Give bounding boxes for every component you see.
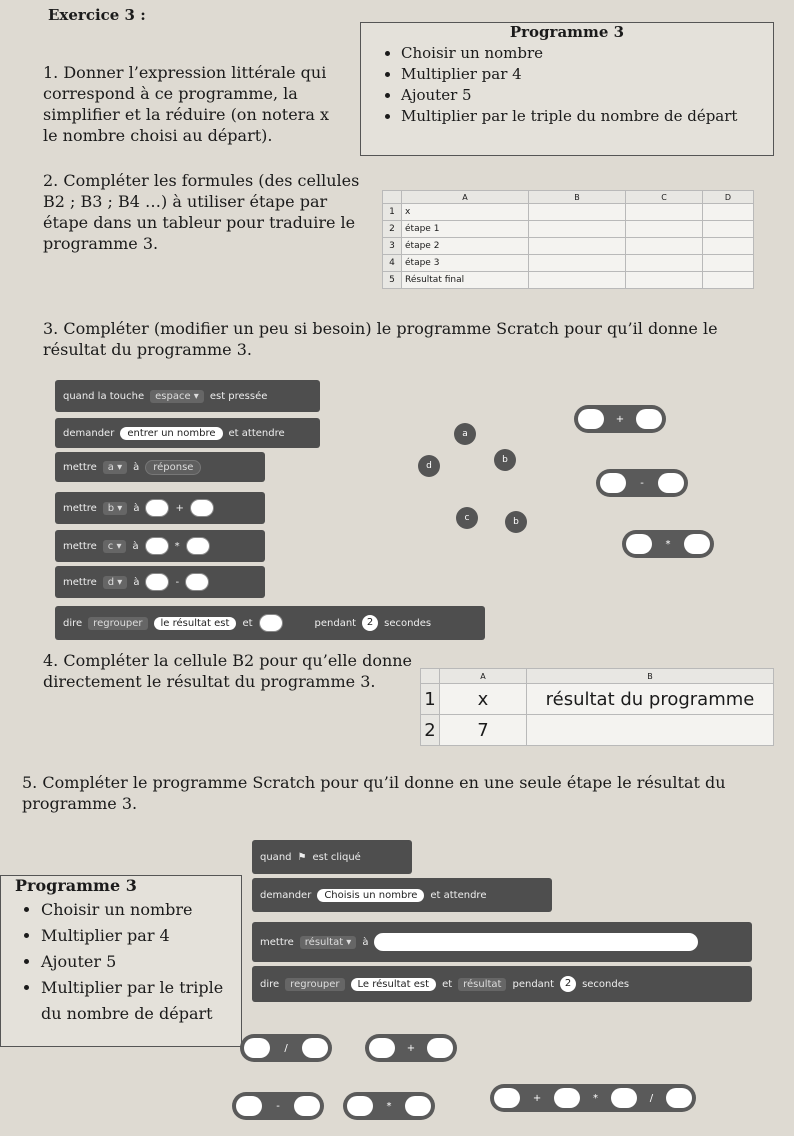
spreadsheet-1 xyxy=(382,190,754,289)
program-step: • Ajouter 5 xyxy=(41,949,241,975)
operator-symbol: - xyxy=(276,1100,280,1112)
program-box xyxy=(360,22,774,156)
key-dropdown[interactable]: espace ▾ xyxy=(150,390,204,403)
cell-c3[interactable] xyxy=(626,238,703,255)
block-label: mettre xyxy=(63,576,97,588)
question-5: 5. Compléter le programme Scratch pour qu’il donne en une seule étape le résultat du programme 3. xyxy=(22,773,726,813)
question-2: 2. Compléter les formules (des cellules B2 ; B3 ; B4 …) à utiliser étape par étape dans un tableur pour traduire le programme 3. xyxy=(43,171,360,253)
col-header: B xyxy=(529,191,626,204)
corner-cell xyxy=(383,191,402,204)
empty-slot[interactable] xyxy=(554,1088,580,1108)
answer-reporter[interactable]: réponse xyxy=(145,460,201,475)
result-text-input[interactable]: Le résultat est xyxy=(351,978,437,991)
program-step: • Choisir un nombre xyxy=(401,43,773,64)
operator-symbol: - xyxy=(175,576,180,588)
cell-d4[interactable] xyxy=(703,255,754,272)
cell-a3[interactable]: étape 2 xyxy=(402,238,529,255)
empty-slot[interactable] xyxy=(145,499,169,517)
variable-c-reporter[interactable]: c xyxy=(456,507,478,529)
block-label: pendant xyxy=(512,978,555,990)
set-b-block[interactable] xyxy=(55,492,265,524)
empty-slot[interactable] xyxy=(145,573,169,591)
operator-symbol: * xyxy=(386,1100,392,1112)
set-d-block[interactable] xyxy=(55,566,265,598)
row-header: 4 xyxy=(383,255,402,272)
empty-slot[interactable] xyxy=(578,409,604,429)
block-label: secondes xyxy=(384,617,432,629)
col-header: A xyxy=(402,191,529,204)
variable-b-reporter[interactable]: b xyxy=(505,511,527,533)
result-reporter[interactable]: résultat xyxy=(458,978,506,991)
row-header: 5 xyxy=(383,272,402,289)
minus-operator-block[interactable] xyxy=(596,469,688,497)
cell-b5[interactable] xyxy=(529,272,626,289)
operator-symbol: + xyxy=(406,1042,416,1054)
cell-d1[interactable] xyxy=(703,204,754,221)
operator-symbol: - xyxy=(640,477,644,489)
block-label: pendant xyxy=(314,617,357,629)
cell-d3[interactable] xyxy=(703,238,754,255)
block-label: et xyxy=(242,617,253,629)
block-label: demander xyxy=(260,889,312,901)
when-key-pressed-block[interactable] xyxy=(55,380,320,412)
cell-a5[interactable]: Résultat final xyxy=(402,272,529,289)
row-header: 1 xyxy=(421,684,440,715)
minus-operator-block[interactable] xyxy=(232,1092,324,1120)
program-box-title: Programme 3 xyxy=(509,23,625,41)
cell-c4[interactable] xyxy=(626,255,703,272)
ask-text-input[interactable]: Choisis un nombre xyxy=(317,889,424,902)
empty-slot[interactable] xyxy=(636,409,662,429)
empty-slot[interactable] xyxy=(145,537,169,555)
block-label: mettre xyxy=(260,936,294,948)
empty-slot[interactable] xyxy=(626,534,652,554)
variable-dropdown[interactable]: résultat ▾ xyxy=(300,936,357,949)
block-label: mettre xyxy=(63,461,97,473)
ask-text-input[interactable]: entrer un nombre xyxy=(120,427,222,440)
cell-c2[interactable] xyxy=(626,221,703,238)
program-step: • Multiplier par 4 xyxy=(41,923,241,949)
block-label: à xyxy=(133,461,140,473)
cell-b4[interactable] xyxy=(529,255,626,272)
variable-b-reporter[interactable]: b xyxy=(494,449,516,471)
question-1: 1. Donner l’expression littérale qui correspond à ce programme, la simplifier et la réduire (on notera x le nombre choisi au départ). xyxy=(43,63,329,145)
cell-a1[interactable]: x xyxy=(402,204,529,221)
variable-dropdown[interactable]: c ▾ xyxy=(103,540,127,553)
operator-symbol: * xyxy=(665,538,671,550)
cell-d5[interactable] xyxy=(703,272,754,289)
exercise-title: Exercice 3 : xyxy=(48,6,146,24)
block-label: mettre xyxy=(63,502,97,514)
corner-cell xyxy=(421,669,440,684)
variable-d-reporter[interactable]: d xyxy=(418,455,440,477)
block-label: quand xyxy=(260,851,292,863)
empty-slot[interactable] xyxy=(405,1096,431,1116)
divide-operator-block[interactable] xyxy=(240,1034,332,1062)
block-label: demander xyxy=(63,427,115,439)
cell-b1[interactable]: résultat du programme xyxy=(527,684,774,715)
program-box-title: Programme 3 xyxy=(15,876,137,895)
empty-slot[interactable] xyxy=(259,614,283,632)
variable-dropdown[interactable]: a ▾ xyxy=(103,461,127,474)
plus-operator-block[interactable] xyxy=(365,1034,457,1062)
operator-symbol: / xyxy=(284,1042,288,1054)
block-label: et attendre xyxy=(430,889,487,901)
block-label: quand la touche xyxy=(63,390,145,402)
cell-a1[interactable]: x xyxy=(440,684,527,715)
block-label: à xyxy=(133,576,140,588)
col-header: C xyxy=(626,191,703,204)
value-slot[interactable] xyxy=(374,933,698,951)
cell-a2[interactable]: 7 xyxy=(440,715,527,746)
green-flag-icon: ⚑ xyxy=(297,851,307,863)
empty-slot[interactable] xyxy=(611,1088,637,1108)
cell-b2[interactable] xyxy=(529,221,626,238)
spreadsheet-2 xyxy=(420,668,774,746)
ask-block[interactable] xyxy=(55,418,320,448)
ask-block[interactable] xyxy=(252,878,552,912)
block-label: et xyxy=(442,978,453,990)
program-step: • Choisir un nombre xyxy=(41,897,241,923)
empty-slot[interactable] xyxy=(427,1038,453,1058)
empty-slot[interactable] xyxy=(236,1096,262,1116)
empty-slot[interactable] xyxy=(185,573,209,591)
join-block[interactable]: regrouper xyxy=(88,617,147,630)
operator-symbol: / xyxy=(649,1092,654,1104)
operator-symbol: + xyxy=(175,502,184,514)
row-header: 2 xyxy=(421,715,440,746)
scratch-script-1 xyxy=(55,370,432,640)
say-block[interactable] xyxy=(252,966,752,1002)
variable-a-reporter[interactable]: a xyxy=(454,423,476,445)
cell-a4[interactable]: étape 3 xyxy=(402,255,529,272)
when-flag-clicked-block[interactable] xyxy=(252,840,412,874)
operator-symbol: + xyxy=(615,413,625,425)
block-label: à xyxy=(132,540,139,552)
plus-operator-block[interactable] xyxy=(574,405,666,433)
set-c-block[interactable] xyxy=(55,530,265,562)
question-4: 4. Compléter la cellule B2 pour qu’elle donne directement le résultat du programme 3. xyxy=(43,651,413,691)
set-a-block[interactable] xyxy=(55,452,265,482)
empty-slot[interactable] xyxy=(302,1038,328,1058)
empty-slot[interactable] xyxy=(666,1088,692,1108)
variable-dropdown[interactable]: d ▾ xyxy=(103,576,128,589)
block-label: à xyxy=(133,502,140,514)
cell-d2[interactable] xyxy=(703,221,754,238)
seconds-input[interactable]: 2 xyxy=(560,976,576,992)
cell-b1[interactable] xyxy=(529,204,626,221)
times-operator-block[interactable] xyxy=(343,1092,435,1120)
result-text-input[interactable]: le résultat est xyxy=(154,617,237,630)
program-steps xyxy=(361,43,773,127)
variable-dropdown[interactable]: b ▾ xyxy=(103,502,128,515)
program-step: • Multiplier par le triple du nombre de départ xyxy=(401,106,773,127)
block-label: mettre xyxy=(63,540,97,552)
say-block[interactable] xyxy=(55,606,485,640)
program-step: • Multiplier par le triple du nombre de départ xyxy=(41,975,241,1027)
join-block[interactable]: regrouper xyxy=(285,978,344,991)
empty-slot[interactable] xyxy=(190,499,214,517)
block-label: à xyxy=(362,936,369,948)
block-label: est cliqué xyxy=(312,851,361,863)
block-label: secondes xyxy=(582,978,630,990)
cell-a2[interactable]: étape 1 xyxy=(402,221,529,238)
row-header: 1 xyxy=(383,204,402,221)
empty-slot[interactable] xyxy=(600,473,626,493)
cell-c5[interactable] xyxy=(626,272,703,289)
block-label: et attendre xyxy=(228,427,285,439)
cell-c1[interactable] xyxy=(626,204,703,221)
cell-b3[interactable] xyxy=(529,238,626,255)
program-step: • Multiplier par 4 xyxy=(401,64,773,85)
empty-slot[interactable] xyxy=(658,473,684,493)
empty-slot[interactable] xyxy=(294,1096,320,1116)
program-step: • Ajouter 5 xyxy=(401,85,773,106)
set-result-block[interactable] xyxy=(252,922,752,962)
operator-symbol: * xyxy=(592,1092,598,1104)
empty-slot[interactable] xyxy=(244,1038,270,1058)
col-header: B xyxy=(527,669,774,684)
program-box-2 xyxy=(0,875,242,1047)
empty-slot[interactable] xyxy=(186,537,210,555)
empty-slot[interactable] xyxy=(494,1088,520,1108)
program-steps xyxy=(1,897,241,1027)
block-label: dire xyxy=(63,617,83,629)
times-operator-block[interactable] xyxy=(622,530,714,558)
row-header: 2 xyxy=(383,221,402,238)
empty-slot[interactable] xyxy=(347,1096,373,1116)
question-3: 3. Compléter (modifier un peu si besoin) le programme Scratch pour qu’il donne le résultat du programme 3. xyxy=(43,319,718,359)
operator-symbol: * xyxy=(174,540,180,552)
col-header: D xyxy=(703,191,754,204)
empty-slot[interactable] xyxy=(684,534,710,554)
col-header: A xyxy=(440,669,527,684)
seconds-input[interactable]: 2 xyxy=(362,615,378,631)
operator-symbol: + xyxy=(532,1092,542,1104)
block-label: dire xyxy=(260,978,280,990)
cell-b2[interactable] xyxy=(527,715,774,746)
chained-operator-block[interactable] xyxy=(490,1084,696,1112)
block-label: est pressée xyxy=(209,390,268,402)
empty-slot[interactable] xyxy=(369,1038,395,1058)
row-header: 3 xyxy=(383,238,402,255)
